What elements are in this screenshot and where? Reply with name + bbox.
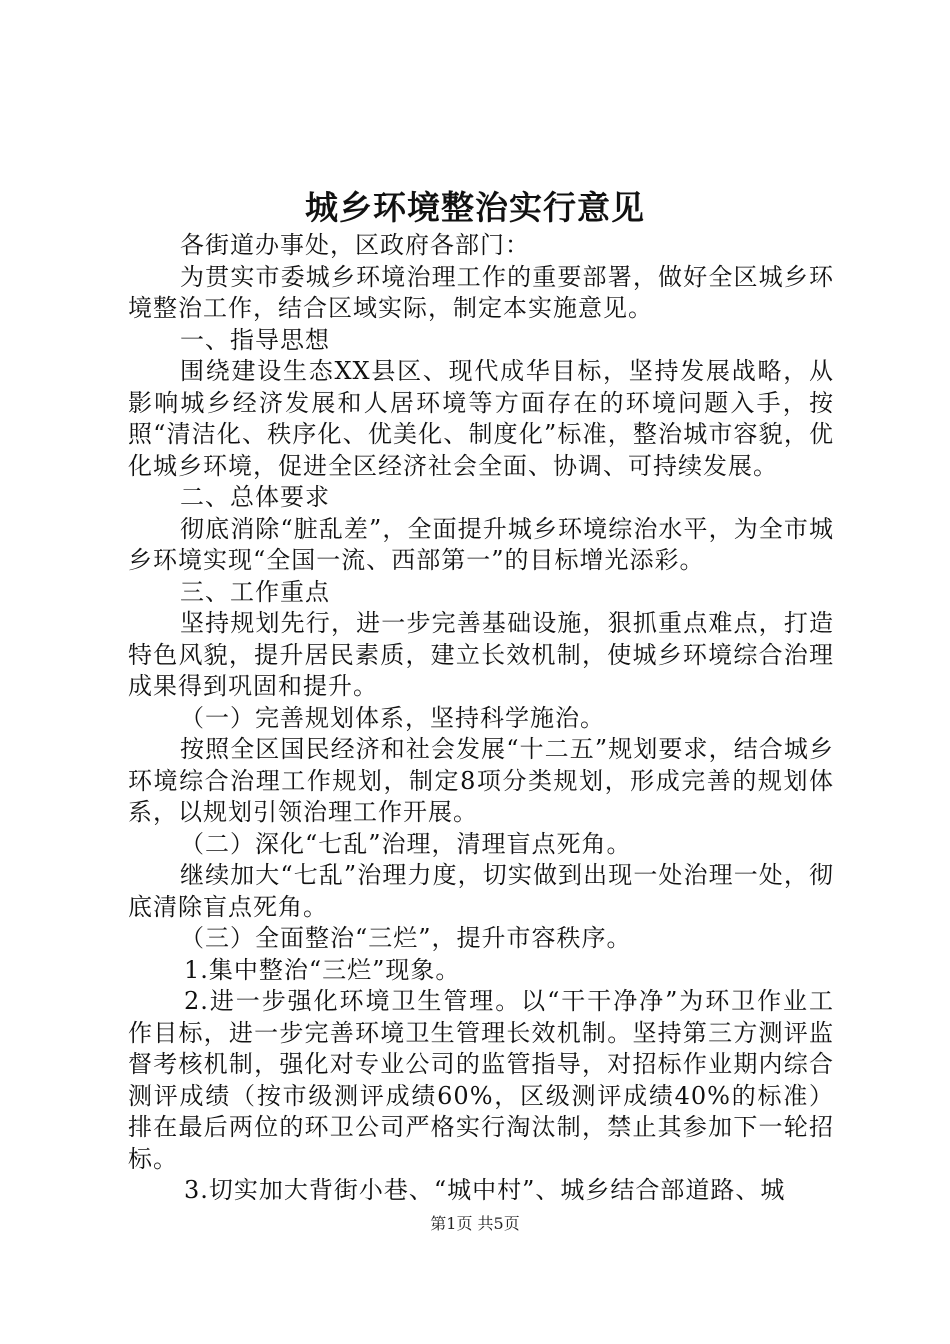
list-item-3: 3.切实加大背街小巷、“城中村”、城乡结合部道路、城 bbox=[184, 1176, 786, 1204]
document-title: 城乡环境整治实行意见 bbox=[305, 188, 645, 227]
salutation: 各街道办事处，区政府各部门： bbox=[180, 231, 530, 259]
list-item-1: 1.集中整治“三烂”现象。 bbox=[184, 955, 461, 984]
heading-guiding-ideology: 一、指导思想 bbox=[180, 325, 330, 354]
list-item-2: 2.进一步强化环境卫生管理。以“干干净净”为环卫作业工作目标，进一步完善环境卫生管理长效机制。坚持第三方测评监督考核机制，强化对专业公司的监管指导，对招标作业期内综合测评成绩（按市级测评成绩60%，区级测评成绩40%的标准）排在最后两位的环卫公司严格实行淘汰制，禁止其参加下一轮招标。 bbox=[128, 987, 834, 1173]
page-footer: 第1页 共5页 bbox=[430, 1214, 520, 1233]
subheading-three-rotten: （三）全面整治“三烂”，提升市容秩序。 bbox=[180, 924, 632, 952]
paragraph-seven-chaos: 继续加大“七乱”治理力度，切实做到出现一处治理一处，彻底清除盲点死角。 bbox=[128, 861, 834, 921]
document-body bbox=[128, 230, 834, 1207]
paragraph-planning-system: 按照全区国民经济和社会发展“十二五”规划要求，结合城乡环境综合治理工作规划，制定8项分类规划，形成完善的规划体系，以规划引领治理工作开展。 bbox=[128, 735, 834, 826]
heading-general-requirements: 二、总体要求 bbox=[180, 483, 330, 511]
paragraph-general-requirements: 彻底消除“脏乱差”，全面提升城乡环境综治水平，为全市城乡环境实现“全国一流、西部第一”的目标增光添彩。 bbox=[128, 514, 834, 574]
subheading-planning-system: （一）完善规划体系，坚持科学施治。 bbox=[180, 703, 605, 732]
subheading-seven-chaos: （二）深化“七乱”治理，清理盲点死角。 bbox=[180, 829, 632, 858]
paragraph-work-focus: 坚持规划先行，进一步完善基础设施，狠抓重点难点，打造特色风貌，提升居民素质，建立长效机制，使城乡环境综合治理成果得到巩固和提升。 bbox=[128, 609, 834, 700]
heading-work-focus: 三、工作重点 bbox=[180, 577, 330, 606]
paragraph-guiding-ideology: 围绕建设生态XX县区、现代成华目标，坚持发展战略，从影响城乡经济发展和人居环境等方面存在的环境问题入手，按照“清洁化、秩序化、优美化、制度化”标准，整治城市容貌，优化城乡环境，促进全区经济社会全面、协调、可持续发展。 bbox=[128, 357, 834, 480]
paragraph-intro: 为贯实市委城乡环境治理工作的重要部署，做好全区城乡环境整治工作，结合区域实际，制定本实施意见。 bbox=[128, 262, 834, 322]
